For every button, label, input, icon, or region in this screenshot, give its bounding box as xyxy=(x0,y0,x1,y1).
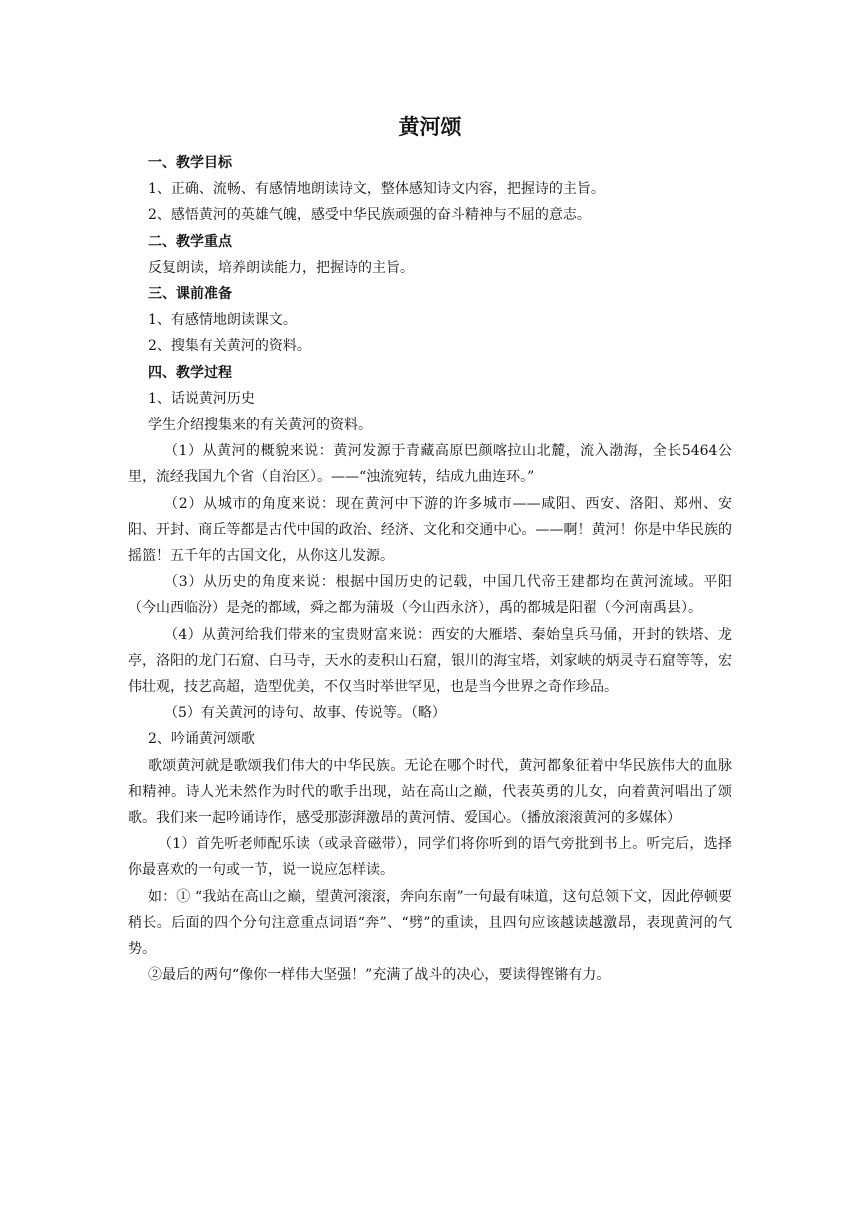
step-2-paragraph-3: 如：① “我站在高山之巅，望黄河滚滚，奔向东南”一句最有味道，这句总领下文，因此停顿要稍长。后面的四个分句注意重点词语“奔”、“劈”的重读，且四句应该越读越激昂，表现黄河的气势。 xyxy=(128,888,732,958)
step-1-paragraph-2: （2）从城市的角度来说：现在黄河中下游的许多城市——咸阳、西安、洛阳、郑州、安阳、开封、商丘等都是古代中国的政治、经济、文化和交通中心。——啊！黄河！你是中华民族的摇篮！五千年的古国文化，从你这儿发源。 xyxy=(128,495,732,565)
section-heading-focus: 二、教学重点 xyxy=(148,233,232,250)
section-heading-prep: 三、课前准备 xyxy=(148,286,232,303)
step-2-paragraph-1: 歌颂黄河就是歌颂我们伟大的中华民族。无论在哪个时代，黄河都象征着中华民族伟大的血脉和精神。诗人光未然作为时代的歌手出现，站在高山之巅，代表英勇的儿女，向着黄河唱出了颂歌。我们来一起吟诵诗作，感受那澎湃激昂的黄河情、爱国心。（播放滚滚黄河的多媒体） xyxy=(128,757,732,827)
prep-item-2: 2、搜集有关黄河的资料。 xyxy=(148,338,311,355)
goal-item-1: 1、正确、流畅、有感情地朗读诗文，整体感知诗文内容，把握诗的主旨。 xyxy=(148,181,605,198)
document-title: 黄河颂 xyxy=(398,115,462,139)
goal-item-2: 2、感悟黄河的英雄气魄，感受中华民族顽强的奋斗精神与不屈的意志。 xyxy=(148,207,591,224)
step-1-paragraph-5: （5）有关黄河的诗句、故事、传说等。（略） xyxy=(164,705,446,722)
step-1-paragraph-4: （4）从黄河给我们带来的宝贵财富来说：西安的大雁塔、秦始皇兵马俑，开封的铁塔、龙亭，洛阳的龙门石窟、白马寺，天水的麦积山石窟，银川的海宝塔，刘家峡的炳灵寺石窟等等，宏伟壮观，技艺高超，造型优美，不仅当时举世罕见，也是当今世界之奇作珍品。 xyxy=(128,626,732,696)
focus-text: 反复朗读，培养朗读能力，把握诗的主旨。 xyxy=(148,259,414,276)
document-body xyxy=(128,150,732,989)
step-1-paragraph-3: （3）从历史的角度来说：根据中国历史的记载，中国几代帝王建都均在黄河流域。平阳（今山西临汾）是尧的都域，舜之都为蒲圾（今山西永济），禹的都城是阳翟（今河南禹县）。 xyxy=(128,574,732,617)
step-1-title: 1、话说黄河历史 xyxy=(148,390,255,407)
step-2-paragraph-2: （1）首先听老师配乐读（或录音磁带），同学们将你听到的语气旁批到书上。听完后，选择你最喜欢的一句或一节，说一说应怎样读。 xyxy=(128,836,732,879)
section-heading-process: 四、教学过程 xyxy=(148,364,232,381)
prep-item-1: 1、有感情地朗读课文。 xyxy=(148,312,297,329)
section-heading-goals: 一、教学目标 xyxy=(148,155,232,171)
step-1-intro: 学生介绍搜集来的有关黄河的资料。 xyxy=(148,417,372,434)
step-2-paragraph-4: ②最后的两句“像你一样伟大坚强！”充满了战斗的决心，要读得铿锵有力。 xyxy=(148,967,611,984)
step-2-title: 2、吟诵黄河颂歌 xyxy=(148,731,255,748)
step-1-paragraph-1: （1）从黄河的概貌来说：黄河发源于青藏高原巴颜喀拉山北麓，流入渤海，全长5464公里，流经我国九个省（自治区）。——“浊流宛转，结成九曲连环。” xyxy=(128,443,732,486)
